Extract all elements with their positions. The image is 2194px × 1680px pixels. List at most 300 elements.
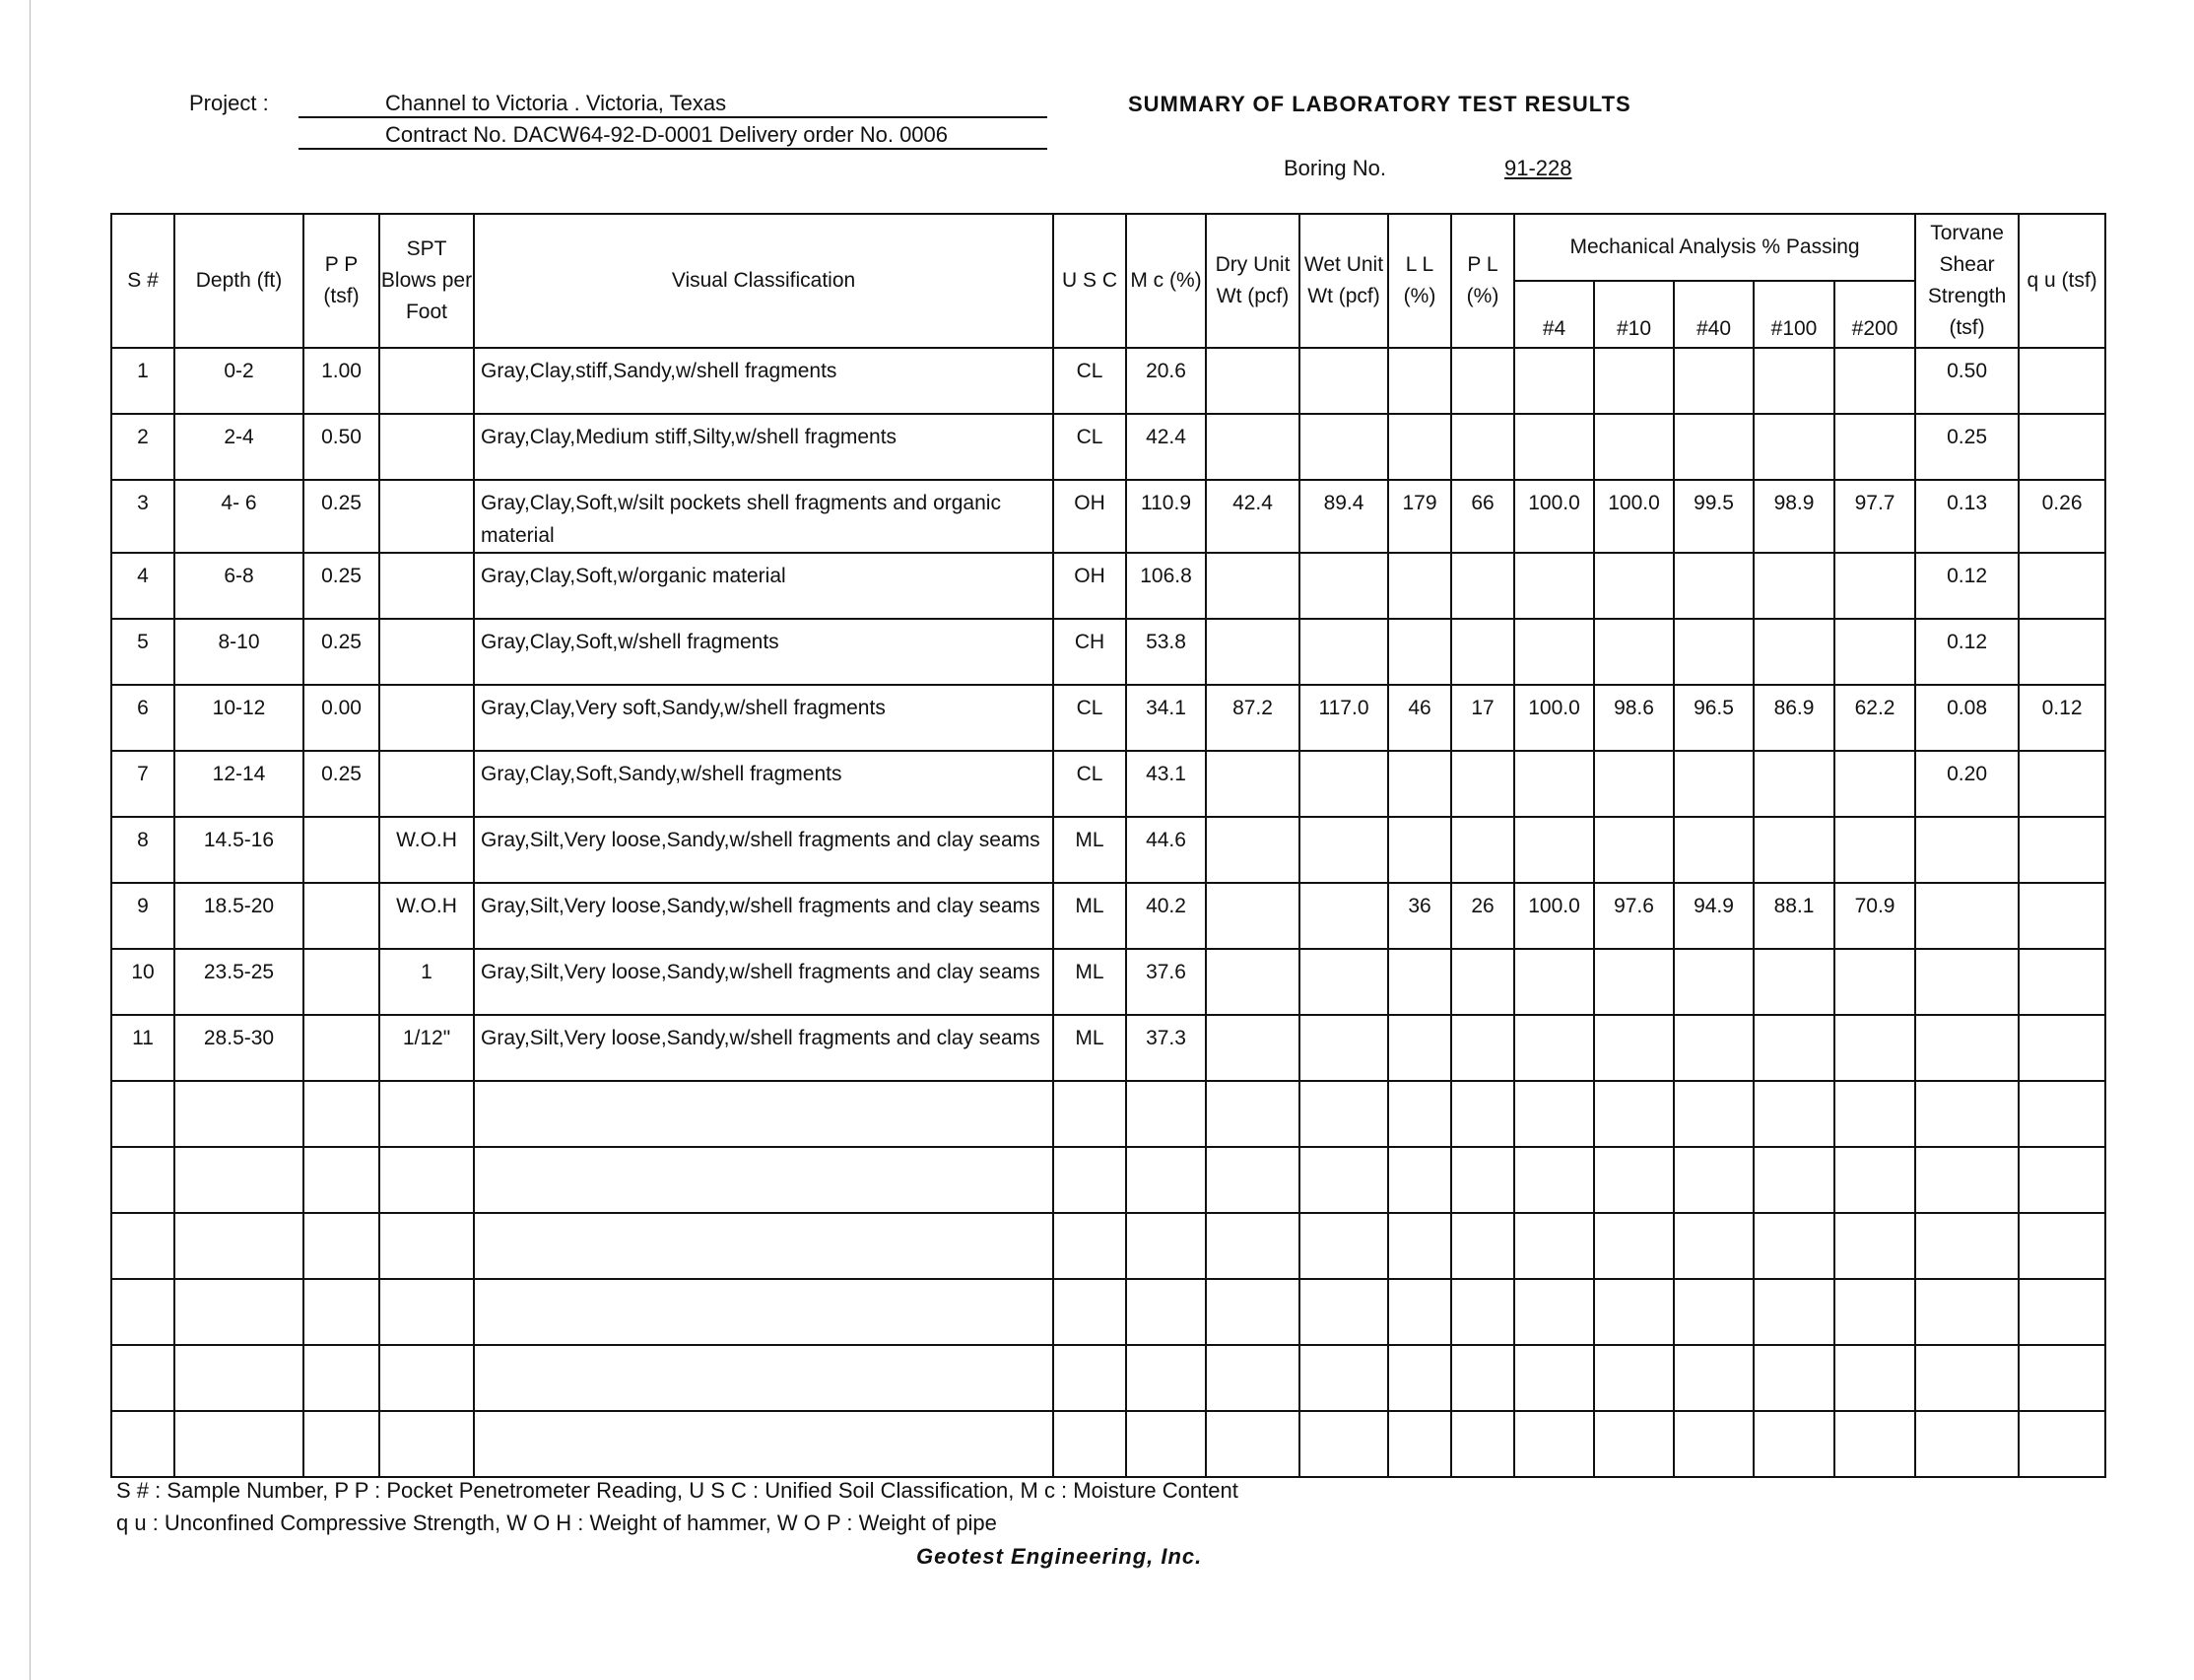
cell-visual-classification: Gray,Silt,Very loose,Sandy,w/shell fragments and clay seams — [474, 817, 1053, 883]
blank-cell — [2019, 1147, 2105, 1213]
cell-sieve-40 — [1674, 949, 1754, 1015]
cell-liquid-limit: 46 — [1388, 685, 1451, 751]
cell-dry-unit-weight — [1206, 883, 1299, 949]
cell-liquid-limit — [1388, 949, 1451, 1015]
cell-sieve-200 — [1834, 949, 1915, 1015]
blank-cell — [1594, 1213, 1674, 1279]
cell-sieve-40 — [1674, 553, 1754, 619]
cell-dry-unit-weight — [1206, 619, 1299, 685]
blank-cell — [1126, 1345, 1206, 1411]
cell-spt-blows — [379, 553, 474, 619]
cell-visual-classification: Gray,Silt,Very loose,Sandy,w/shell fragments and clay seams — [474, 883, 1053, 949]
cell-depth: 12-14 — [174, 751, 303, 817]
blank-cell — [1674, 1345, 1754, 1411]
blank-cell — [1299, 1345, 1388, 1411]
table-row — [111, 883, 2105, 949]
cell-unconfined-strength — [2019, 883, 2105, 949]
cell-depth: 6-8 — [174, 553, 303, 619]
blank-cell — [111, 1279, 174, 1345]
cell-pocket-penetrometer: 0.50 — [303, 414, 379, 480]
cell-usc: CH — [1053, 619, 1126, 685]
cell-dry-unit-weight — [1206, 751, 1299, 817]
cell-liquid-limit — [1388, 553, 1451, 619]
cell-plastic-limit — [1451, 751, 1514, 817]
cell-sample-number: 3 — [111, 480, 174, 553]
blank-cell — [1206, 1081, 1299, 1147]
cell-dry-unit-weight — [1206, 949, 1299, 1015]
cell-depth: 14.5-16 — [174, 817, 303, 883]
cell-wet-unit-weight — [1299, 817, 1388, 883]
blank-cell — [1388, 1345, 1451, 1411]
cell-unconfined-strength: 0.26 — [2019, 480, 2105, 553]
cell-sieve-4 — [1514, 751, 1594, 817]
cell-sieve-40 — [1674, 414, 1754, 480]
cell-unconfined-strength — [2019, 751, 2105, 817]
cell-sieve-4 — [1514, 348, 1594, 414]
blank-cell — [1674, 1147, 1754, 1213]
cell-sieve-200 — [1834, 348, 1915, 414]
blank-cell — [1053, 1213, 1126, 1279]
blank-cell — [174, 1279, 303, 1345]
page-title: SUMMARY OF LABORATORY TEST RESULTS — [1128, 92, 1631, 116]
cell-dry-unit-weight — [1206, 414, 1299, 480]
cell-torvane-shear — [1915, 817, 2019, 883]
blank-cell — [1594, 1411, 1674, 1477]
blank-cell — [1299, 1411, 1388, 1477]
blank-cell — [474, 1411, 1053, 1477]
cell-liquid-limit — [1388, 751, 1451, 817]
blank-cell — [2019, 1279, 2105, 1345]
blank-cell — [1451, 1147, 1514, 1213]
cell-sample-number: 7 — [111, 751, 174, 817]
cell-pocket-penetrometer: 1.00 — [303, 348, 379, 414]
cell-pocket-penetrometer — [303, 883, 379, 949]
col-wet-unit-weight: Wet Unit Wt (pcf) — [1299, 214, 1388, 348]
cell-sieve-200: 97.7 — [1834, 480, 1915, 553]
cell-sieve-100 — [1754, 414, 1834, 480]
blank-cell — [379, 1213, 474, 1279]
blank-cell — [1754, 1279, 1834, 1345]
cell-usc: ML — [1053, 1015, 1126, 1081]
blank-row — [111, 1411, 2105, 1477]
cell-liquid-limit — [1388, 348, 1451, 414]
cell-sieve-40 — [1674, 348, 1754, 414]
table-row — [111, 817, 2105, 883]
cell-usc: ML — [1053, 949, 1126, 1015]
cell-dry-unit-weight — [1206, 817, 1299, 883]
cell-usc: ML — [1053, 817, 1126, 883]
blank-cell — [1053, 1147, 1126, 1213]
cell-sieve-4 — [1514, 414, 1594, 480]
cell-sieve-200: 70.9 — [1834, 883, 1915, 949]
cell-spt-blows — [379, 751, 474, 817]
blank-cell — [474, 1345, 1053, 1411]
cell-pocket-penetrometer: 0.25 — [303, 480, 379, 553]
cell-pocket-penetrometer: 0.25 — [303, 553, 379, 619]
blank-cell — [1915, 1213, 2019, 1279]
cell-sieve-200 — [1834, 817, 1915, 883]
blank-cell — [174, 1213, 303, 1279]
blank-cell — [1206, 1147, 1299, 1213]
table-row — [111, 480, 2105, 553]
cell-wet-unit-weight — [1299, 348, 1388, 414]
cell-spt-blows: 1/12" — [379, 1015, 474, 1081]
blank-cell — [111, 1081, 174, 1147]
blank-cell — [1388, 1213, 1451, 1279]
cell-depth: 2-4 — [174, 414, 303, 480]
col-liquid-limit: L L (%) — [1388, 214, 1451, 348]
blank-row — [111, 1345, 2105, 1411]
col-sample-number: S # — [111, 214, 174, 348]
cell-pocket-penetrometer: 0.25 — [303, 619, 379, 685]
blank-cell — [1451, 1213, 1514, 1279]
cell-sieve-4: 100.0 — [1514, 480, 1594, 553]
blank-cell — [1053, 1279, 1126, 1345]
cell-sieve-4 — [1514, 553, 1594, 619]
cell-pocket-penetrometer — [303, 817, 379, 883]
cell-moisture-content: 106.8 — [1126, 553, 1206, 619]
cell-spt-blows: 1 — [379, 949, 474, 1015]
cell-dry-unit-weight: 87.2 — [1206, 685, 1299, 751]
cell-depth: 23.5-25 — [174, 949, 303, 1015]
table-row — [111, 1015, 2105, 1081]
cell-plastic-limit — [1451, 1015, 1514, 1081]
cell-plastic-limit — [1451, 553, 1514, 619]
blank-cell — [1834, 1345, 1915, 1411]
col-spt-blows: SPT Blows per Foot — [379, 214, 474, 348]
table-row — [111, 348, 2105, 414]
blank-cell — [1126, 1279, 1206, 1345]
cell-usc: CL — [1053, 751, 1126, 817]
cell-sieve-100 — [1754, 553, 1834, 619]
cell-usc: OH — [1053, 480, 1126, 553]
blank-cell — [1053, 1081, 1126, 1147]
table-row — [111, 685, 2105, 751]
blank-cell — [379, 1345, 474, 1411]
blank-cell — [1834, 1411, 1915, 1477]
cell-sample-number: 2 — [111, 414, 174, 480]
cell-sieve-100 — [1754, 1015, 1834, 1081]
table-row — [111, 751, 2105, 817]
blank-cell — [1299, 1081, 1388, 1147]
cell-sieve-10: 100.0 — [1594, 480, 1674, 553]
blank-cell — [1053, 1411, 1126, 1477]
cell-depth: 4- 6 — [174, 480, 303, 553]
cell-visual-classification: Gray,Clay,Soft,w/shell fragments — [474, 619, 1053, 685]
col-unconfined-strength: q u (tsf) — [2019, 214, 2105, 348]
cell-sieve-10 — [1594, 751, 1674, 817]
cell-spt-blows — [379, 619, 474, 685]
cell-usc: CL — [1053, 348, 1126, 414]
blank-cell — [1674, 1213, 1754, 1279]
cell-sieve-10 — [1594, 949, 1674, 1015]
cell-unconfined-strength — [2019, 1015, 2105, 1081]
blank-cell — [1126, 1411, 1206, 1477]
blank-cell — [1514, 1411, 1594, 1477]
cell-unconfined-strength — [2019, 348, 2105, 414]
blank-cell — [303, 1147, 379, 1213]
cell-plastic-limit: 66 — [1451, 480, 1514, 553]
blank-row — [111, 1279, 2105, 1345]
blank-cell — [379, 1279, 474, 1345]
cell-sieve-200 — [1834, 751, 1915, 817]
blank-cell — [1594, 1147, 1674, 1213]
blank-cell — [174, 1345, 303, 1411]
cell-plastic-limit — [1451, 619, 1514, 685]
cell-sieve-10 — [1594, 348, 1674, 414]
cell-sieve-4 — [1514, 949, 1594, 1015]
cell-sieve-200 — [1834, 414, 1915, 480]
blank-cell — [379, 1081, 474, 1147]
cell-sieve-100: 98.9 — [1754, 480, 1834, 553]
cell-sieve-10 — [1594, 619, 1674, 685]
blank-cell — [1299, 1279, 1388, 1345]
blank-cell — [1674, 1081, 1754, 1147]
blank-cell — [1206, 1279, 1299, 1345]
project-name: Channel to Victoria . Victoria, Texas — [299, 91, 1047, 118]
cell-plastic-limit: 17 — [1451, 685, 1514, 751]
blank-cell — [174, 1081, 303, 1147]
blank-cell — [111, 1147, 174, 1213]
blank-row — [111, 1213, 2105, 1279]
blank-cell — [2019, 1345, 2105, 1411]
table-row — [111, 949, 2105, 1015]
blank-cell — [1754, 1081, 1834, 1147]
blank-cell — [1388, 1081, 1451, 1147]
blank-cell — [1754, 1411, 1834, 1477]
cell-sieve-40: 99.5 — [1674, 480, 1754, 553]
blank-cell — [474, 1213, 1053, 1279]
cell-spt-blows — [379, 348, 474, 414]
cell-sieve-100 — [1754, 619, 1834, 685]
blank-cell — [1514, 1081, 1594, 1147]
blank-cell — [1915, 1411, 2019, 1477]
cell-spt-blows — [379, 414, 474, 480]
blank-cell — [303, 1345, 379, 1411]
table-row — [111, 414, 2105, 480]
cell-torvane-shear: 0.12 — [1915, 553, 2019, 619]
boring-number: 91-228 — [1504, 156, 1572, 180]
blank-cell — [1299, 1147, 1388, 1213]
cell-spt-blows: W.O.H — [379, 883, 474, 949]
cell-spt-blows — [379, 480, 474, 553]
blank-cell — [1594, 1345, 1674, 1411]
col-sieve-10: #10 — [1594, 281, 1674, 348]
col-depth: Depth (ft) — [174, 214, 303, 348]
cell-pocket-penetrometer: 0.25 — [303, 751, 379, 817]
cell-plastic-limit — [1451, 949, 1514, 1015]
table-row — [111, 619, 2105, 685]
cell-usc: ML — [1053, 883, 1126, 949]
blank-cell — [1206, 1213, 1299, 1279]
cell-wet-unit-weight — [1299, 949, 1388, 1015]
blank-cell — [1514, 1213, 1594, 1279]
blank-cell — [1126, 1147, 1206, 1213]
cell-usc: CL — [1053, 414, 1126, 480]
table-body — [111, 348, 2105, 1477]
blank-cell — [1126, 1213, 1206, 1279]
cell-torvane-shear — [1915, 883, 2019, 949]
cell-sieve-100 — [1754, 949, 1834, 1015]
blank-cell — [1451, 1411, 1514, 1477]
cell-visual-classification: Gray,Clay,stiff,Sandy,w/shell fragments — [474, 348, 1053, 414]
blank-cell — [1299, 1213, 1388, 1279]
cell-sieve-200 — [1834, 553, 1915, 619]
cell-visual-classification: Gray,Silt,Very loose,Sandy,w/shell fragments and clay seams — [474, 1015, 1053, 1081]
cell-sieve-4: 100.0 — [1514, 883, 1594, 949]
cell-wet-unit-weight — [1299, 751, 1388, 817]
cell-unconfined-strength — [2019, 553, 2105, 619]
col-moisture-content: M c (%) — [1126, 214, 1206, 348]
cell-pocket-penetrometer — [303, 949, 379, 1015]
cell-usc: CL — [1053, 685, 1126, 751]
cell-sieve-40 — [1674, 619, 1754, 685]
cell-torvane-shear — [1915, 949, 2019, 1015]
cell-wet-unit-weight — [1299, 883, 1388, 949]
blank-cell — [174, 1411, 303, 1477]
blank-cell — [111, 1411, 174, 1477]
cell-sieve-200: 62.2 — [1834, 685, 1915, 751]
blank-cell — [2019, 1213, 2105, 1279]
blank-cell — [303, 1279, 379, 1345]
cell-liquid-limit: 179 — [1388, 480, 1451, 553]
table-row — [111, 553, 2105, 619]
legend-note-1: S # : Sample Number, P P : Pocket Penetrometer Reading, U S C : Unified Soil Classification, M c : Moisture Content — [116, 1478, 1238, 1503]
col-mechanical-analysis: Mechanical Analysis % Passing — [1514, 214, 1915, 281]
cell-moisture-content: 42.4 — [1126, 414, 1206, 480]
cell-sieve-4: 100.0 — [1514, 685, 1594, 751]
col-sieve-4: #4 — [1514, 281, 1594, 348]
cell-sieve-200 — [1834, 1015, 1915, 1081]
contract-info: Contract No. DACW64-92-D-0001 Delivery order No. 0006 — [299, 122, 1047, 150]
cell-sample-number: 9 — [111, 883, 174, 949]
cell-sieve-100: 86.9 — [1754, 685, 1834, 751]
cell-visual-classification: Gray,Clay,Medium stiff,Silty,w/shell fragments — [474, 414, 1053, 480]
cell-sample-number: 1 — [111, 348, 174, 414]
cell-wet-unit-weight — [1299, 619, 1388, 685]
cell-torvane-shear: 0.08 — [1915, 685, 2019, 751]
cell-sieve-100: 88.1 — [1754, 883, 1834, 949]
blank-cell — [1206, 1345, 1299, 1411]
cell-sample-number: 8 — [111, 817, 174, 883]
cell-sieve-10 — [1594, 553, 1674, 619]
cell-sieve-10: 97.6 — [1594, 883, 1674, 949]
cell-unconfined-strength — [2019, 619, 2105, 685]
blank-cell — [1915, 1345, 2019, 1411]
col-plastic-limit: P L (%) — [1451, 214, 1514, 348]
blank-cell — [1834, 1279, 1915, 1345]
cell-moisture-content: 53.8 — [1126, 619, 1206, 685]
cell-spt-blows — [379, 685, 474, 751]
cell-sample-number: 11 — [111, 1015, 174, 1081]
cell-dry-unit-weight: 42.4 — [1206, 480, 1299, 553]
cell-depth: 18.5-20 — [174, 883, 303, 949]
blank-cell — [474, 1279, 1053, 1345]
blank-cell — [1514, 1279, 1594, 1345]
cell-moisture-content: 37.6 — [1126, 949, 1206, 1015]
cell-visual-classification: Gray,Clay,Soft,w/silt pockets shell fragments and organic material — [474, 480, 1053, 553]
project-label: Project : — [189, 91, 269, 115]
cell-liquid-limit — [1388, 817, 1451, 883]
cell-unconfined-strength: 0.12 — [2019, 685, 2105, 751]
col-visual-classification: Visual Classification — [474, 214, 1053, 348]
cell-torvane-shear: 0.20 — [1915, 751, 2019, 817]
blank-row — [111, 1081, 2105, 1147]
company-name: Geotest Engineering, Inc. — [916, 1544, 1203, 1569]
col-usc: U S C — [1053, 214, 1126, 348]
cell-visual-classification: Gray,Silt,Very loose,Sandy,w/shell fragments and clay seams — [474, 949, 1053, 1015]
cell-sieve-4 — [1514, 619, 1594, 685]
cell-depth: 8-10 — [174, 619, 303, 685]
blank-cell — [1388, 1279, 1451, 1345]
cell-sample-number: 5 — [111, 619, 174, 685]
col-dry-unit-weight: Dry Unit Wt (pcf) — [1206, 214, 1299, 348]
cell-sieve-10 — [1594, 817, 1674, 883]
blank-cell — [1754, 1213, 1834, 1279]
blank-cell — [1594, 1279, 1674, 1345]
cell-sieve-40: 96.5 — [1674, 685, 1754, 751]
blank-cell — [474, 1081, 1053, 1147]
cell-moisture-content: 34.1 — [1126, 685, 1206, 751]
cell-dry-unit-weight — [1206, 1015, 1299, 1081]
cell-sieve-100 — [1754, 817, 1834, 883]
cell-sieve-200 — [1834, 619, 1915, 685]
blank-cell — [1754, 1147, 1834, 1213]
cell-sieve-10: 98.6 — [1594, 685, 1674, 751]
lab-results-table — [110, 213, 2106, 1478]
blank-cell — [1915, 1081, 2019, 1147]
cell-torvane-shear: 0.50 — [1915, 348, 2019, 414]
cell-unconfined-strength — [2019, 817, 2105, 883]
cell-torvane-shear: 0.13 — [1915, 480, 2019, 553]
cell-moisture-content: 110.9 — [1126, 480, 1206, 553]
blank-cell — [2019, 1411, 2105, 1477]
cell-wet-unit-weight — [1299, 414, 1388, 480]
cell-sieve-100 — [1754, 348, 1834, 414]
blank-cell — [1754, 1345, 1834, 1411]
cell-wet-unit-weight — [1299, 553, 1388, 619]
cell-sieve-40 — [1674, 1015, 1754, 1081]
cell-sample-number: 4 — [111, 553, 174, 619]
blank-cell — [1126, 1081, 1206, 1147]
blank-cell — [1674, 1279, 1754, 1345]
cell-sieve-10 — [1594, 1015, 1674, 1081]
cell-torvane-shear: 0.25 — [1915, 414, 2019, 480]
cell-sieve-40: 94.9 — [1674, 883, 1754, 949]
cell-sieve-4 — [1514, 1015, 1594, 1081]
cell-sample-number: 10 — [111, 949, 174, 1015]
blank-cell — [303, 1081, 379, 1147]
col-sieve-200: #200 — [1834, 281, 1915, 348]
blank-cell — [174, 1147, 303, 1213]
legend-note-2: q u : Unconfined Compressive Strength, W O H : Weight of hammer, W O P : Weight of pipe — [116, 1511, 997, 1535]
cell-sieve-40 — [1674, 817, 1754, 883]
cell-liquid-limit — [1388, 414, 1451, 480]
cell-torvane-shear: 0.12 — [1915, 619, 2019, 685]
cell-sieve-40 — [1674, 751, 1754, 817]
blank-cell — [1451, 1081, 1514, 1147]
cell-wet-unit-weight: 117.0 — [1299, 685, 1388, 751]
cell-pocket-penetrometer: 0.00 — [303, 685, 379, 751]
cell-moisture-content: 40.2 — [1126, 883, 1206, 949]
cell-moisture-content: 37.3 — [1126, 1015, 1206, 1081]
cell-liquid-limit — [1388, 1015, 1451, 1081]
col-sieve-100: #100 — [1754, 281, 1834, 348]
blank-cell — [303, 1411, 379, 1477]
cell-visual-classification: Gray,Clay,Soft,w/organic material — [474, 553, 1053, 619]
blank-cell — [1514, 1147, 1594, 1213]
col-torvane-shear: Torvane Shear Strength (tsf) — [1915, 214, 2019, 348]
